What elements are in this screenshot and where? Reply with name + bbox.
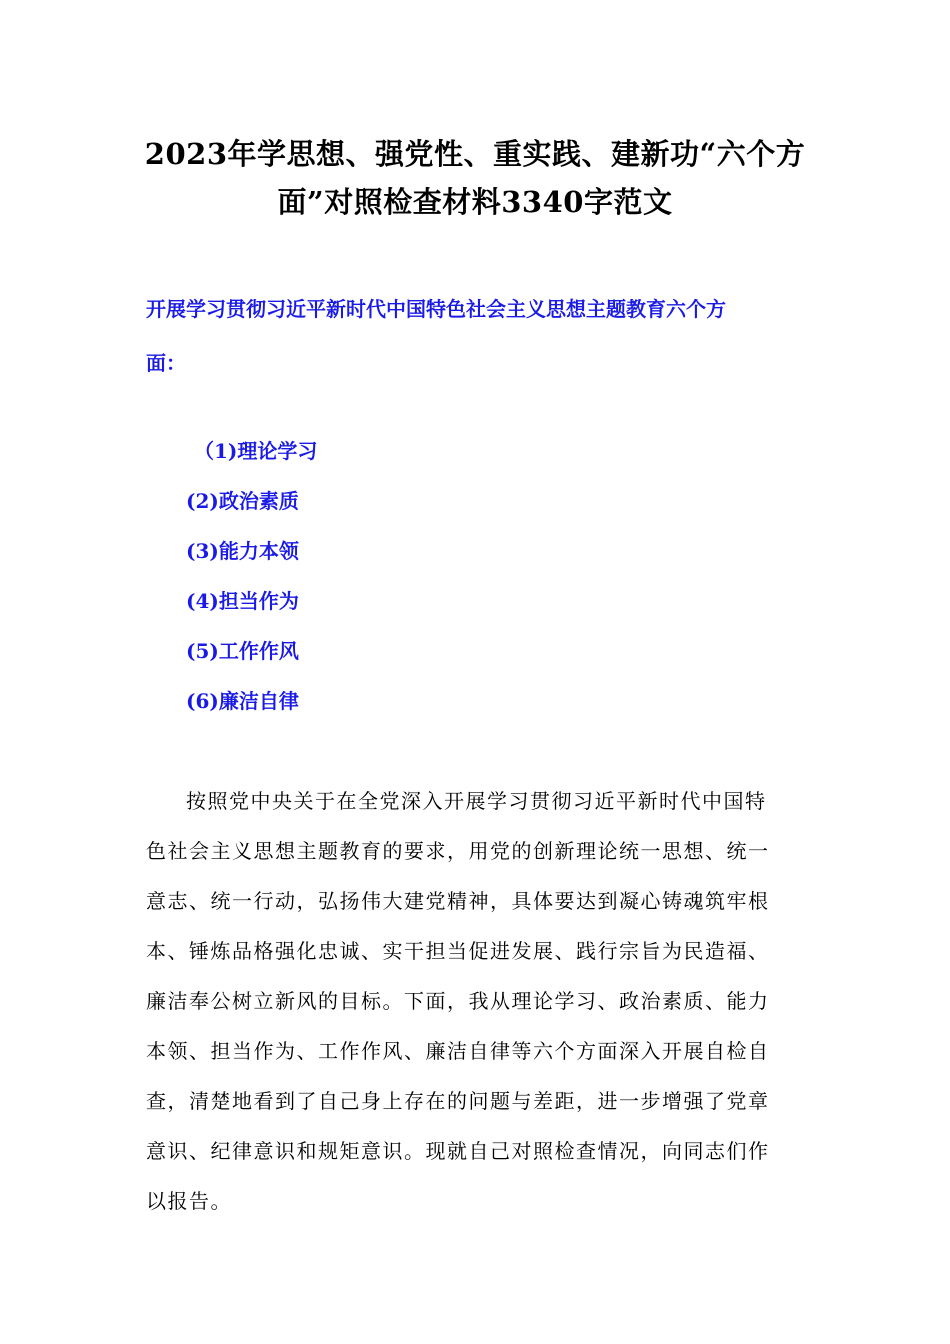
body-line: 色社会主义思想主题教育的要求，用党的创新理论统一思想、统一 [146, 839, 770, 863]
intro-line-1: 开展学习贯彻习近平新时代中国特色社会主义思想主题教育六个方 [146, 297, 726, 321]
document-title [120, 130, 830, 226]
aspect-item-1: （1)理论学习 [194, 439, 318, 463]
body-line: 本领、担当作为、工作作风、廉洁自律等六个方面深入开展自检自 [146, 1039, 770, 1063]
body-line: 查，清楚地看到了自己身上存在的问题与差距，进一步增强了党章 [146, 1089, 770, 1113]
body-line: 本、锤炼品格强化忠诚、实干担当促进发展、践行宗旨为民造福、 [146, 939, 770, 963]
intro-heading [146, 282, 811, 390]
aspect-item-4: (4)担当作为 [186, 589, 299, 613]
aspect-item-6: (6)廉洁自律 [186, 689, 299, 713]
title-line-1: 2023年学思想、强党性、重实践、建新功“六个方 [144, 137, 806, 171]
body-line: 廉洁奉公树立新风的目标。下面，我从理论学习、政治素质、能力 [146, 989, 770, 1013]
body-line: 意志、统一行动，弘扬伟大建党精神，具体要达到凝心铸魂筑牢根 [146, 889, 770, 913]
aspect-item-2: (2)政治素质 [186, 489, 299, 513]
title-line-2: 面”对照检查材料3340字范文 [277, 185, 673, 219]
body-paragraph [146, 776, 816, 1226]
six-aspects-list [186, 426, 317, 726]
aspect-item-5: (5)工作作风 [186, 639, 299, 663]
body-line: 意识、纪律意识和规矩意识。现就自己对照检查情况，向同志们作 [146, 1139, 770, 1163]
aspect-item-3: (3)能力本领 [186, 539, 299, 563]
intro-line-2: 面： [146, 351, 186, 375]
body-line: 按照党中央关于在全党深入开展学习贯彻习近平新时代中国特 [186, 789, 767, 813]
body-line: 以报告。 [146, 1189, 232, 1213]
